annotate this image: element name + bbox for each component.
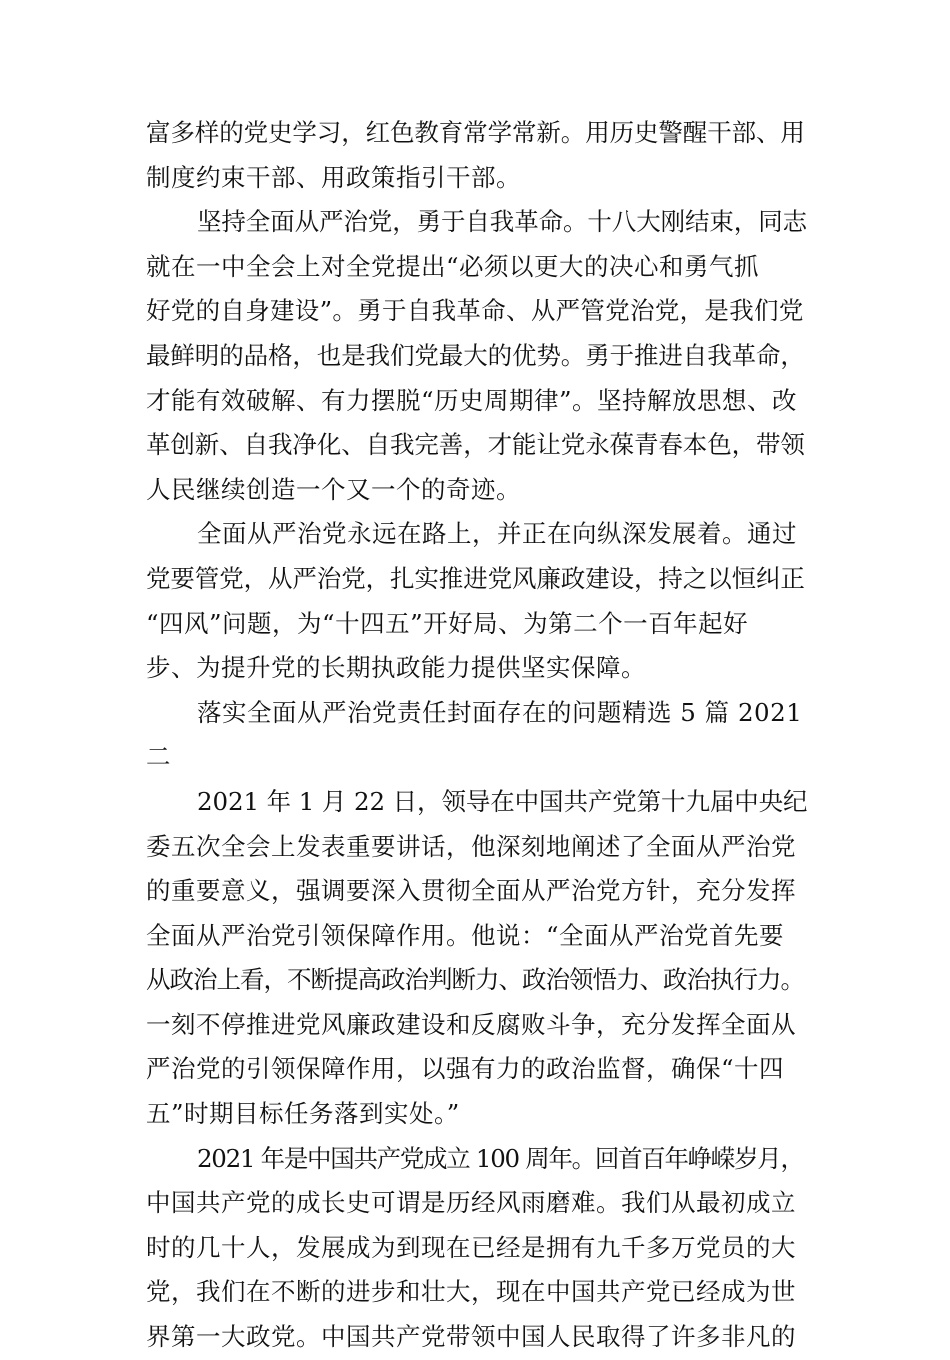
text-line: 2021 年 1 月 22 日，领导在中国共产党第十九届中央纪 (197, 786, 808, 816)
text-line: 富多样的党史学习，红色教育常学常新。用历史警醒干部、用 (146, 118, 805, 147)
text-line: 全面从严治党永远在路上，并正在向纵深发展着。通过 (197, 519, 797, 549)
text-line: 全面从严治党引领保障作用。他说：“全面从严治党首先要 (146, 920, 785, 950)
text-line: 就在一中全会上对全党提出“必须以更大的决心和勇气抓 (146, 251, 760, 281)
text-line: 委五次全会上发表重要讲话，他深刻地阐述了全面从严治党 (146, 831, 796, 861)
document-body (146, 111, 806, 1360)
text-line: 党，我们在不断的进步和壮大，现在中国共产党已经成为世 (146, 1277, 796, 1307)
text-line: “四风”问题，为“十四五”开好局、为第二个一百年起好 (146, 608, 749, 638)
text-line: 2021 年是中国共产党成立 100 周年。回首百年峥嵘岁月， (197, 1143, 804, 1173)
text-line: 五”时期目标任务落到实处。” (146, 1099, 460, 1129)
text-line: 党要管党，从严治党，扎实推进党风廉政建设，持之以恒纠正 (146, 563, 805, 593)
text-line: 落实全面从严治党责任封面存在的问题精选 5 篇 2021 (197, 697, 803, 727)
text-line: 好党的自身建设”。勇于自我革命、从严管党治党，是我们党 (146, 296, 804, 326)
text-line: 从政治上看，不断提高政治判断力、政治领悟力、政治执行力。 (146, 965, 804, 995)
text-line: 时的几十人，发展成为到现在已经是拥有九千多万党员的大 (146, 1232, 796, 1262)
text-line: 人民继续创造一个又一个的奇迹。 (146, 474, 521, 504)
text-line: 制度约束干部、用政策指引干部。 (146, 162, 521, 192)
text-line: 界第一大政党。中国共产党带领中国人民取得了许多非凡的 (146, 1322, 796, 1352)
text-line: 革创新、自我净化、自我完善，才能让党永葆青春本色，带领 (146, 430, 805, 460)
text-line: 中国共产党的成长史可谓是历经风雨磨难。我们从最初成立 (146, 1188, 796, 1218)
text-line: 二 (146, 742, 171, 772)
text-line: 步、为提升党的长期执政能力提供坚实保障。 (146, 653, 646, 683)
text-line: 才能有效破解、有力摆脱“历史周期律”。坚持解放思想、改 (146, 385, 798, 415)
text-line: 坚持全面从严治党，勇于自我革命。十八大刚结束，同志 (197, 207, 807, 237)
text-line: 的重要意义，强调要深入贯彻全面从严治党方针，充分发挥 (146, 876, 796, 906)
text-line: 最鲜明的品格，也是我们党最大的优势。勇于推进自我革命， (146, 340, 805, 370)
text-line: 严治党的引领保障作用，以强有力的政治监督，确保“十四 (146, 1054, 785, 1084)
text-line: 一刻不停推进党风廉政建设和反腐败斗争，充分发挥全面从 (146, 1009, 796, 1039)
